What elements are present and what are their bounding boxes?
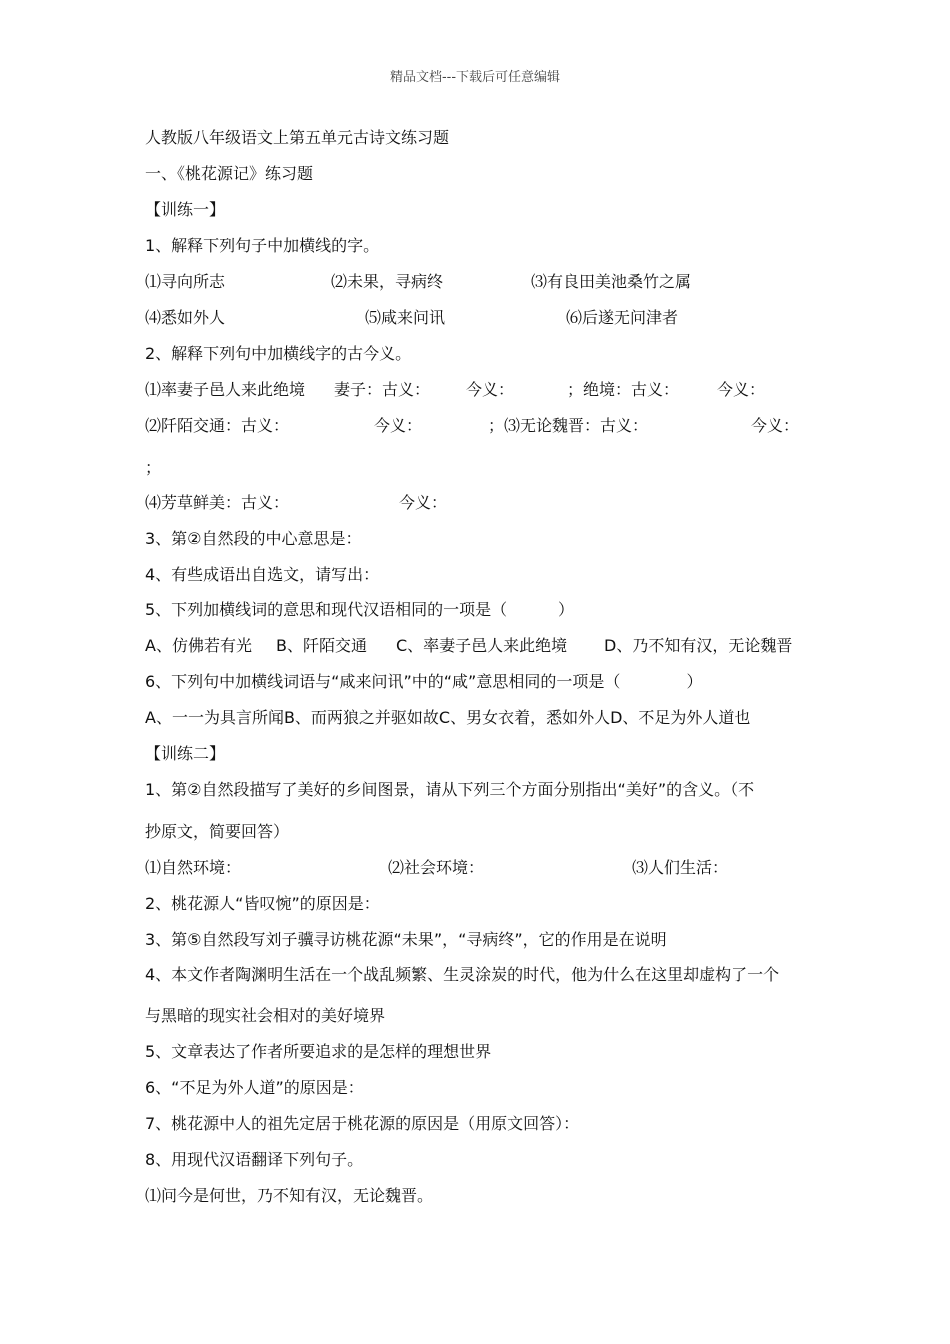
- document-title: 人教版八年级语文上第五单元古诗文练习题: [145, 128, 450, 147]
- question-item: 今义：: [466, 380, 515, 399]
- question-item: ⑷芳草鲜美：古义：: [145, 493, 290, 512]
- question: 1、第②自然段描写了美好的乡间图景，请从下列三个方面分别指出“美好”的含义。（不: [145, 780, 755, 799]
- question-item: ⑴自然环境：: [145, 858, 242, 877]
- question: 2、解释下列句中加横线字的古今义。: [145, 344, 412, 363]
- question-item: ⑴寻向所志: [145, 272, 226, 291]
- question: 4、本文作者陶渊明生活在一个战乱频繁、生灵涂炭的时代，他为什么在这里却虚构了一个: [145, 965, 780, 984]
- question: 8、用现代汉语翻译下列句子。: [145, 1150, 364, 1169]
- question: 与黑暗的现实社会相对的美好境界: [145, 1006, 386, 1025]
- question-item: 今义：: [374, 416, 423, 435]
- question-item: ；: [145, 458, 162, 477]
- question-item: 今义：: [399, 493, 448, 512]
- question: 5、文章表达了作者所要追求的是怎样的理想世界: [145, 1042, 492, 1061]
- answer-option: C、率妻子邑人来此绝境: [396, 636, 568, 655]
- answer-options: A、一一为具言所闻B、而两狼之并驱如故C、男女衣着，悉如外人D、不足为外人道也: [145, 708, 751, 727]
- question-item: ；⑶无论魏晋：古义：: [488, 416, 649, 435]
- question: 2、桃花源人“皆叹惋”的原因是：: [145, 894, 380, 913]
- question-item: 今义：: [717, 380, 766, 399]
- question: 1、解释下列句子中加横线的字。: [145, 236, 380, 255]
- question-item: ⑶人们生活：: [632, 858, 729, 877]
- question-item: ⑶有良田美池桑竹之属: [531, 272, 692, 291]
- question-item: 妻子：古义：: [334, 380, 431, 399]
- page-header: 精品文档---下载后可任意编辑: [389, 70, 561, 85]
- training-heading: 【训练二】: [145, 744, 226, 763]
- answer-option: D、乃不知有汉，无论魏晋: [604, 636, 793, 655]
- answer-option: A、仿佛若有光: [145, 636, 252, 655]
- question: 6、“不足为外人道”的原因是：: [145, 1078, 364, 1097]
- question-item: ⑵阡陌交通：古义：: [145, 416, 290, 435]
- question: 6、下列句中加横线词语与“咸来问讯”中的“咸”意思相同的一项是（ ）: [145, 672, 703, 691]
- question-item: ⑷悉如外人: [145, 308, 226, 327]
- training-heading: 【训练一】: [145, 200, 226, 219]
- question-item: ⑵社会环境：: [388, 858, 485, 877]
- section-heading: 一、《桃花源记》练习题: [145, 164, 314, 183]
- question-item: ；绝境：古义：: [567, 380, 680, 399]
- question-item: ⑸咸来问讯: [365, 308, 446, 327]
- question: 3、第②自然段的中心意思是：: [145, 529, 362, 548]
- question-item: ⑹后遂无问津者: [566, 308, 679, 327]
- question: 4、有些成语出自选文，请写出：: [145, 565, 380, 584]
- question: 3、第⑤自然段写刘子骥寻访桃花源“未果”，“寻病终”，它的作用是在说明: [145, 930, 667, 949]
- question-item: ⑴问今是何世，乃不知有汉，无论魏晋。: [145, 1186, 434, 1205]
- question-item: ⑴率妻子邑人来此绝境: [145, 380, 306, 399]
- answer-option: B、阡陌交通: [276, 636, 367, 655]
- question: 抄原文，简要回答）: [145, 822, 290, 841]
- question-item: 今义：: [751, 416, 800, 435]
- question: 7、桃花源中人的祖先定居于桃花源的原因是（用原文回答）：: [145, 1114, 580, 1133]
- question: 5、下列加横线词的意思和现代汉语相同的一项是（ ）: [145, 600, 575, 619]
- question-item: ⑵未果，寻病终: [331, 272, 444, 291]
